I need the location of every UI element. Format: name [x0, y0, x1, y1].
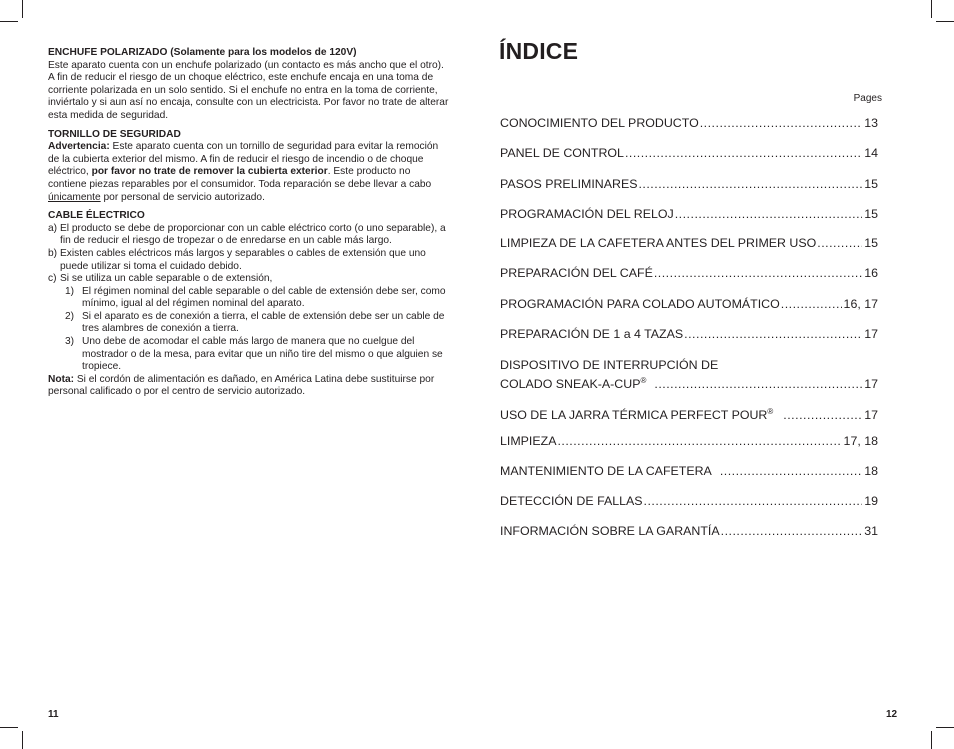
page-number-right: 12	[886, 709, 898, 720]
safety-screw-heading: TORNILLO DE SEGURIDAD	[48, 128, 181, 140]
crop-mark	[936, 21, 954, 22]
toc-entry[interactable]: MANTENIMIENTO DE LA CAFETERA ..... 18	[500, 464, 878, 479]
crop-mark	[22, 0, 23, 18]
toc-entry[interactable]: PASOS PRELIMINARES ..... 15	[500, 177, 878, 192]
toc-entry[interactable]: LIMPIEZA DE LA CAFETERA ANTES DEL PRIMER USO ..... 15	[500, 236, 878, 251]
note-text: Nota: Si el cordón de alimentación es dañado, en América Latina debe sustituirse por personal calificado o por el centro de servicio autorizado.	[48, 373, 435, 398]
toc-entry[interactable]: INFORMACIÓN SOBRE LA GARANTÍA ..... 31	[500, 524, 878, 539]
cord-subitem: 2) Si el aparato es de conexión a tierra, el cable de extensión debe ser un cable de tres alambres de conexión a tierra.	[65, 310, 445, 335]
safety-screw-text: Advertencia: Este aparato cuenta con un tornillo de seguridad para evitar la remoción de la cubierta exterior del mismo. A fin de reducir el riesgo de incendio o de choque eléctrico, por favor no trate de remover la cubierta exterior. Este producto no contiene piezas reparables por el consumidor. Toda reparación se debe llevar a cabo únicamente por personal de servicio autorizado.	[48, 141, 439, 203]
cord-heading: CABLE ÉLECTRICO	[48, 210, 145, 222]
crop-mark	[0, 21, 18, 22]
warning-label: Advertencia:	[48, 141, 110, 153]
left-page-content	[48, 47, 450, 399]
toc-entry[interactable]: LIMPIEZA ..... 17, 18	[500, 434, 878, 449]
crop-mark	[22, 731, 23, 749]
polarized-plug-heading: ENCHUFE POLARIZADO (Solamente para los modelos de 120V)	[48, 47, 357, 58]
cord-item: a) El producto se debe de proporcionar con un cable eléctrico corto (o uno separable), a fin de reducir el riesgo de tropezar o de enredarse en un cable más largo.	[48, 222, 446, 247]
toc-entry[interactable]: PREPARACIÓN DEL CAFÉ ..... 16	[500, 266, 878, 281]
page-number-left: 11	[48, 709, 59, 720]
toc-entry[interactable]: PANEL DE CONTROL ..... 14	[500, 146, 878, 161]
crop-mark	[931, 731, 932, 749]
crop-mark	[936, 727, 954, 728]
cord-item: b) Existen cables eléctricos más largos y separables o cables de extensión que uno puede utilizar si toma el cuidado debido.	[48, 247, 426, 272]
warning-emphasis: por favor no trate de remover la cubierta exterior	[91, 166, 328, 178]
toc-entry[interactable]: DISPOSITIVO DE INTERRUPCIÓN DE COLADO SNEAK-A-CUP® ..... 17	[500, 358, 878, 392]
note-label: Nota:	[48, 373, 75, 385]
cord-item: c) Si se utiliza un cable separable o de extensión,	[48, 273, 273, 285]
underlined-word: únicamente	[48, 191, 101, 203]
crop-mark	[0, 727, 18, 728]
cord-subitem: 3) Uno debe de acomodar el cable más largo de manera que no cuelgue del mostrador o de la mesa, para evitar que un niño tire del mismo o que alguien se tropiece.	[65, 336, 443, 373]
toc-entry[interactable]: PROGRAMACIÓN PARA COLADO AUTOMÁTICO ..... 16, 17	[500, 297, 878, 312]
toc-entry[interactable]: CONOCIMIENTO DEL PRODUCTO ..... 13	[500, 116, 878, 131]
cord-subitem: 1) El régimen nominal del cable separable o del cable de extensión debe ser, como mínimo, igual al del régimen nominal del aparato.	[65, 285, 446, 310]
pages-column-label: Pages	[853, 93, 882, 104]
toc-entry[interactable]: PREPARACIÓN DE 1 a 4 TAZAS ..... 17	[500, 327, 878, 342]
toc-entry[interactable]: USO DE LA JARRA TÉRMICA PERFECT POUR® ..... 17	[500, 404, 878, 423]
crop-mark	[931, 0, 932, 18]
toc-entry[interactable]: DETECCIÓN DE FALLAS ..... 19	[500, 494, 878, 509]
polarized-plug-text: Este aparato cuenta con un enchufe polarizado (un contacto es más ancho que el otro). A fin de reducir el riesgo de un choque eléctrico, este enchufe encaja en una toma de corriente polarizada en un solo sentido. Si el enchufe no entra en la toma de corriente, inviértalo y si aun así no encaja, consulte con un electricista. Por favor no trate de alterar esta medida de seguridad.	[48, 59, 449, 121]
toc-entry[interactable]: PROGRAMACIÓN DEL RELOJ ..... 15	[500, 207, 878, 222]
index-title: ÍNDICE	[499, 38, 579, 64]
